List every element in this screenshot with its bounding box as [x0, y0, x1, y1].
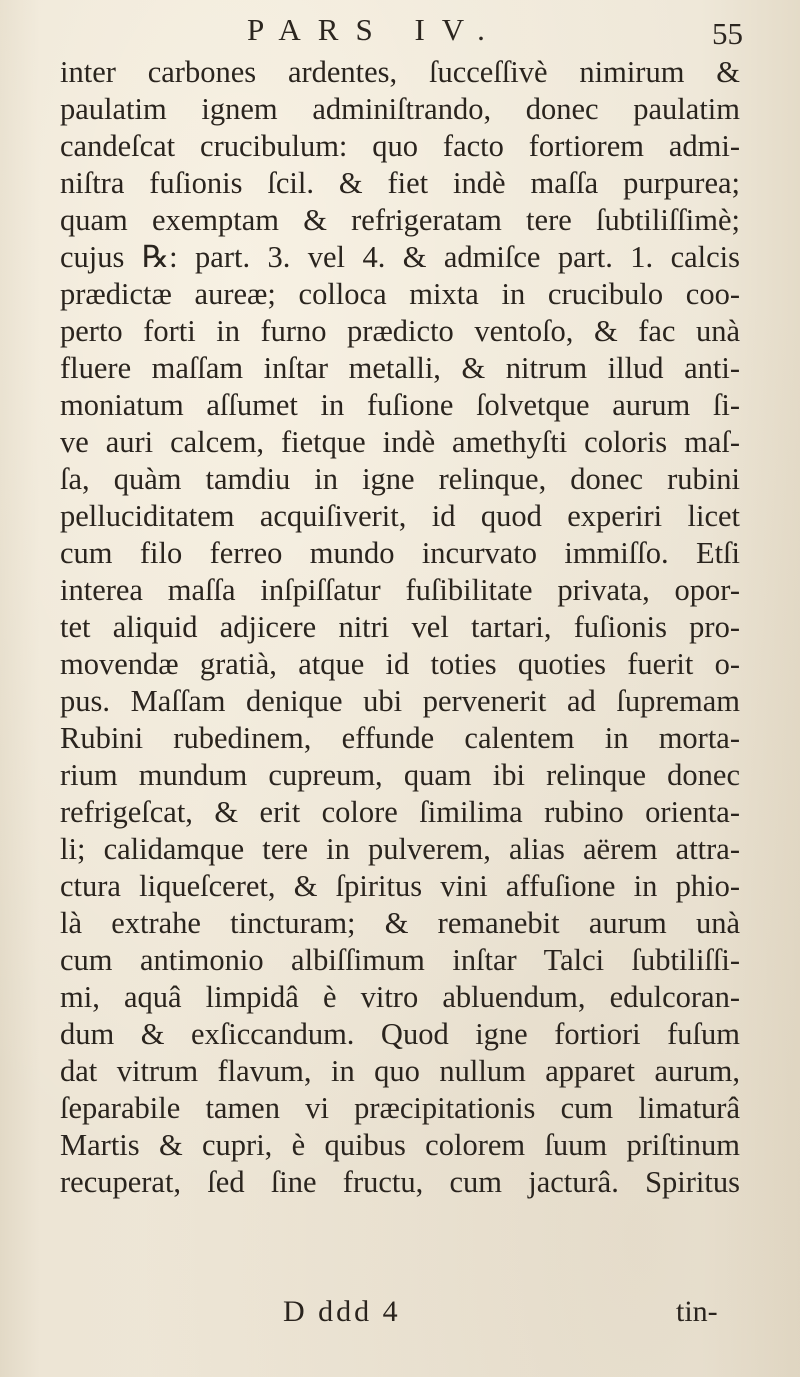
text-line: cujus ℞: part. 3. vel 4. & admiſce part. 1. calcis [60, 240, 740, 274]
text-line: prædictæ aureæ; colloca mixta in crucibulo coo- [60, 277, 740, 311]
signature-mark: D ddd 4 [283, 1295, 401, 1328]
text-line: refrigeſcat, & erit colore ſimilima rubino orienta- [60, 795, 740, 829]
catchword: tin- [676, 1295, 718, 1328]
text-line: là extrahe tincturam; & remanebit aurum unà [60, 906, 740, 940]
page-footer [0, 1295, 800, 1335]
text-line: cum antimonio albiſſimum inſtar Talci ſubtiliſſi- [60, 943, 740, 977]
text-line: moniatum aſſumet in fuſione ſolvetque aurum ſi- [60, 388, 740, 422]
text-line: recuperat, ſed ſine fructu, cum jacturâ. Spiritus [60, 1165, 740, 1199]
text-line: quam exemptam & refrigeratam tere ſubtiliſſimè; [60, 203, 740, 237]
text-line: inter carbones ardentes, ſucceſſivè nimirum & [60, 55, 740, 89]
text-line: pus. Maſſam denique ubi pervenerit ad ſupremam [60, 684, 740, 718]
text-line: dat vitrum flavum, in quo nullum apparet aurum, [60, 1054, 740, 1088]
text-line: interea maſſa inſpiſſatur fuſibilitate privata, opor- [60, 573, 740, 607]
text-line: fluere maſſam inſtar metalli, & nitrum illud anti- [60, 351, 740, 385]
text-line: niſtra fuſionis ſcil. & fiet indè maſſa purpurea; [60, 166, 740, 200]
text-line: ſa, quàm tamdiu in igne relinque, donec rubini [60, 462, 740, 496]
page-number: 55 [712, 16, 743, 51]
running-head: PARS IV. [247, 12, 502, 47]
text-line: ſeparabile tamen vi præcipitationis cum limaturâ [60, 1091, 740, 1125]
text-line: li; calidamque tere in pulverem, alias aërem attra- [60, 832, 740, 866]
text-line: paulatim ignem adminiſtrando, donec paulatim [60, 92, 740, 126]
text-line: candeſcat crucibulum: quo facto fortiorem admi- [60, 129, 740, 163]
text-line: Rubini rubedinem, effunde calentem in morta- [60, 721, 740, 755]
text-line: cum filo ferreo mundo incurvato immiſſo. Etſi [60, 536, 740, 570]
text-line: ve auri calcem, fietque indè amethyſti coloris maſ- [60, 425, 740, 459]
text-line: dum & exſiccandum. Quod igne fortiori fuſum [60, 1017, 740, 1051]
body-text [60, 54, 740, 1201]
text-line: Martis & cupri, è quibus colorem ſuum priſtinum [60, 1128, 740, 1162]
text-line: tet aliquid adjicere nitri vel tartari, fuſionis pro- [60, 610, 740, 644]
text-line: pelluciditatem acquiſiverit, id quod experiri licet [60, 499, 740, 533]
text-line: perto forti in furno prædicto ventoſo, & fac unà [60, 314, 740, 348]
text-line: ctura liqueſceret, & ſpiritus vini affuſione in phio- [60, 869, 740, 903]
text-line: movendæ gratià, atque id toties quoties fuerit o- [60, 647, 740, 681]
text-line: rium mundum cupreum, quam ibi relinque donec [60, 758, 740, 792]
text-line: mi, aquâ limpidâ è vitro abluendum, edulcoran- [60, 980, 740, 1014]
